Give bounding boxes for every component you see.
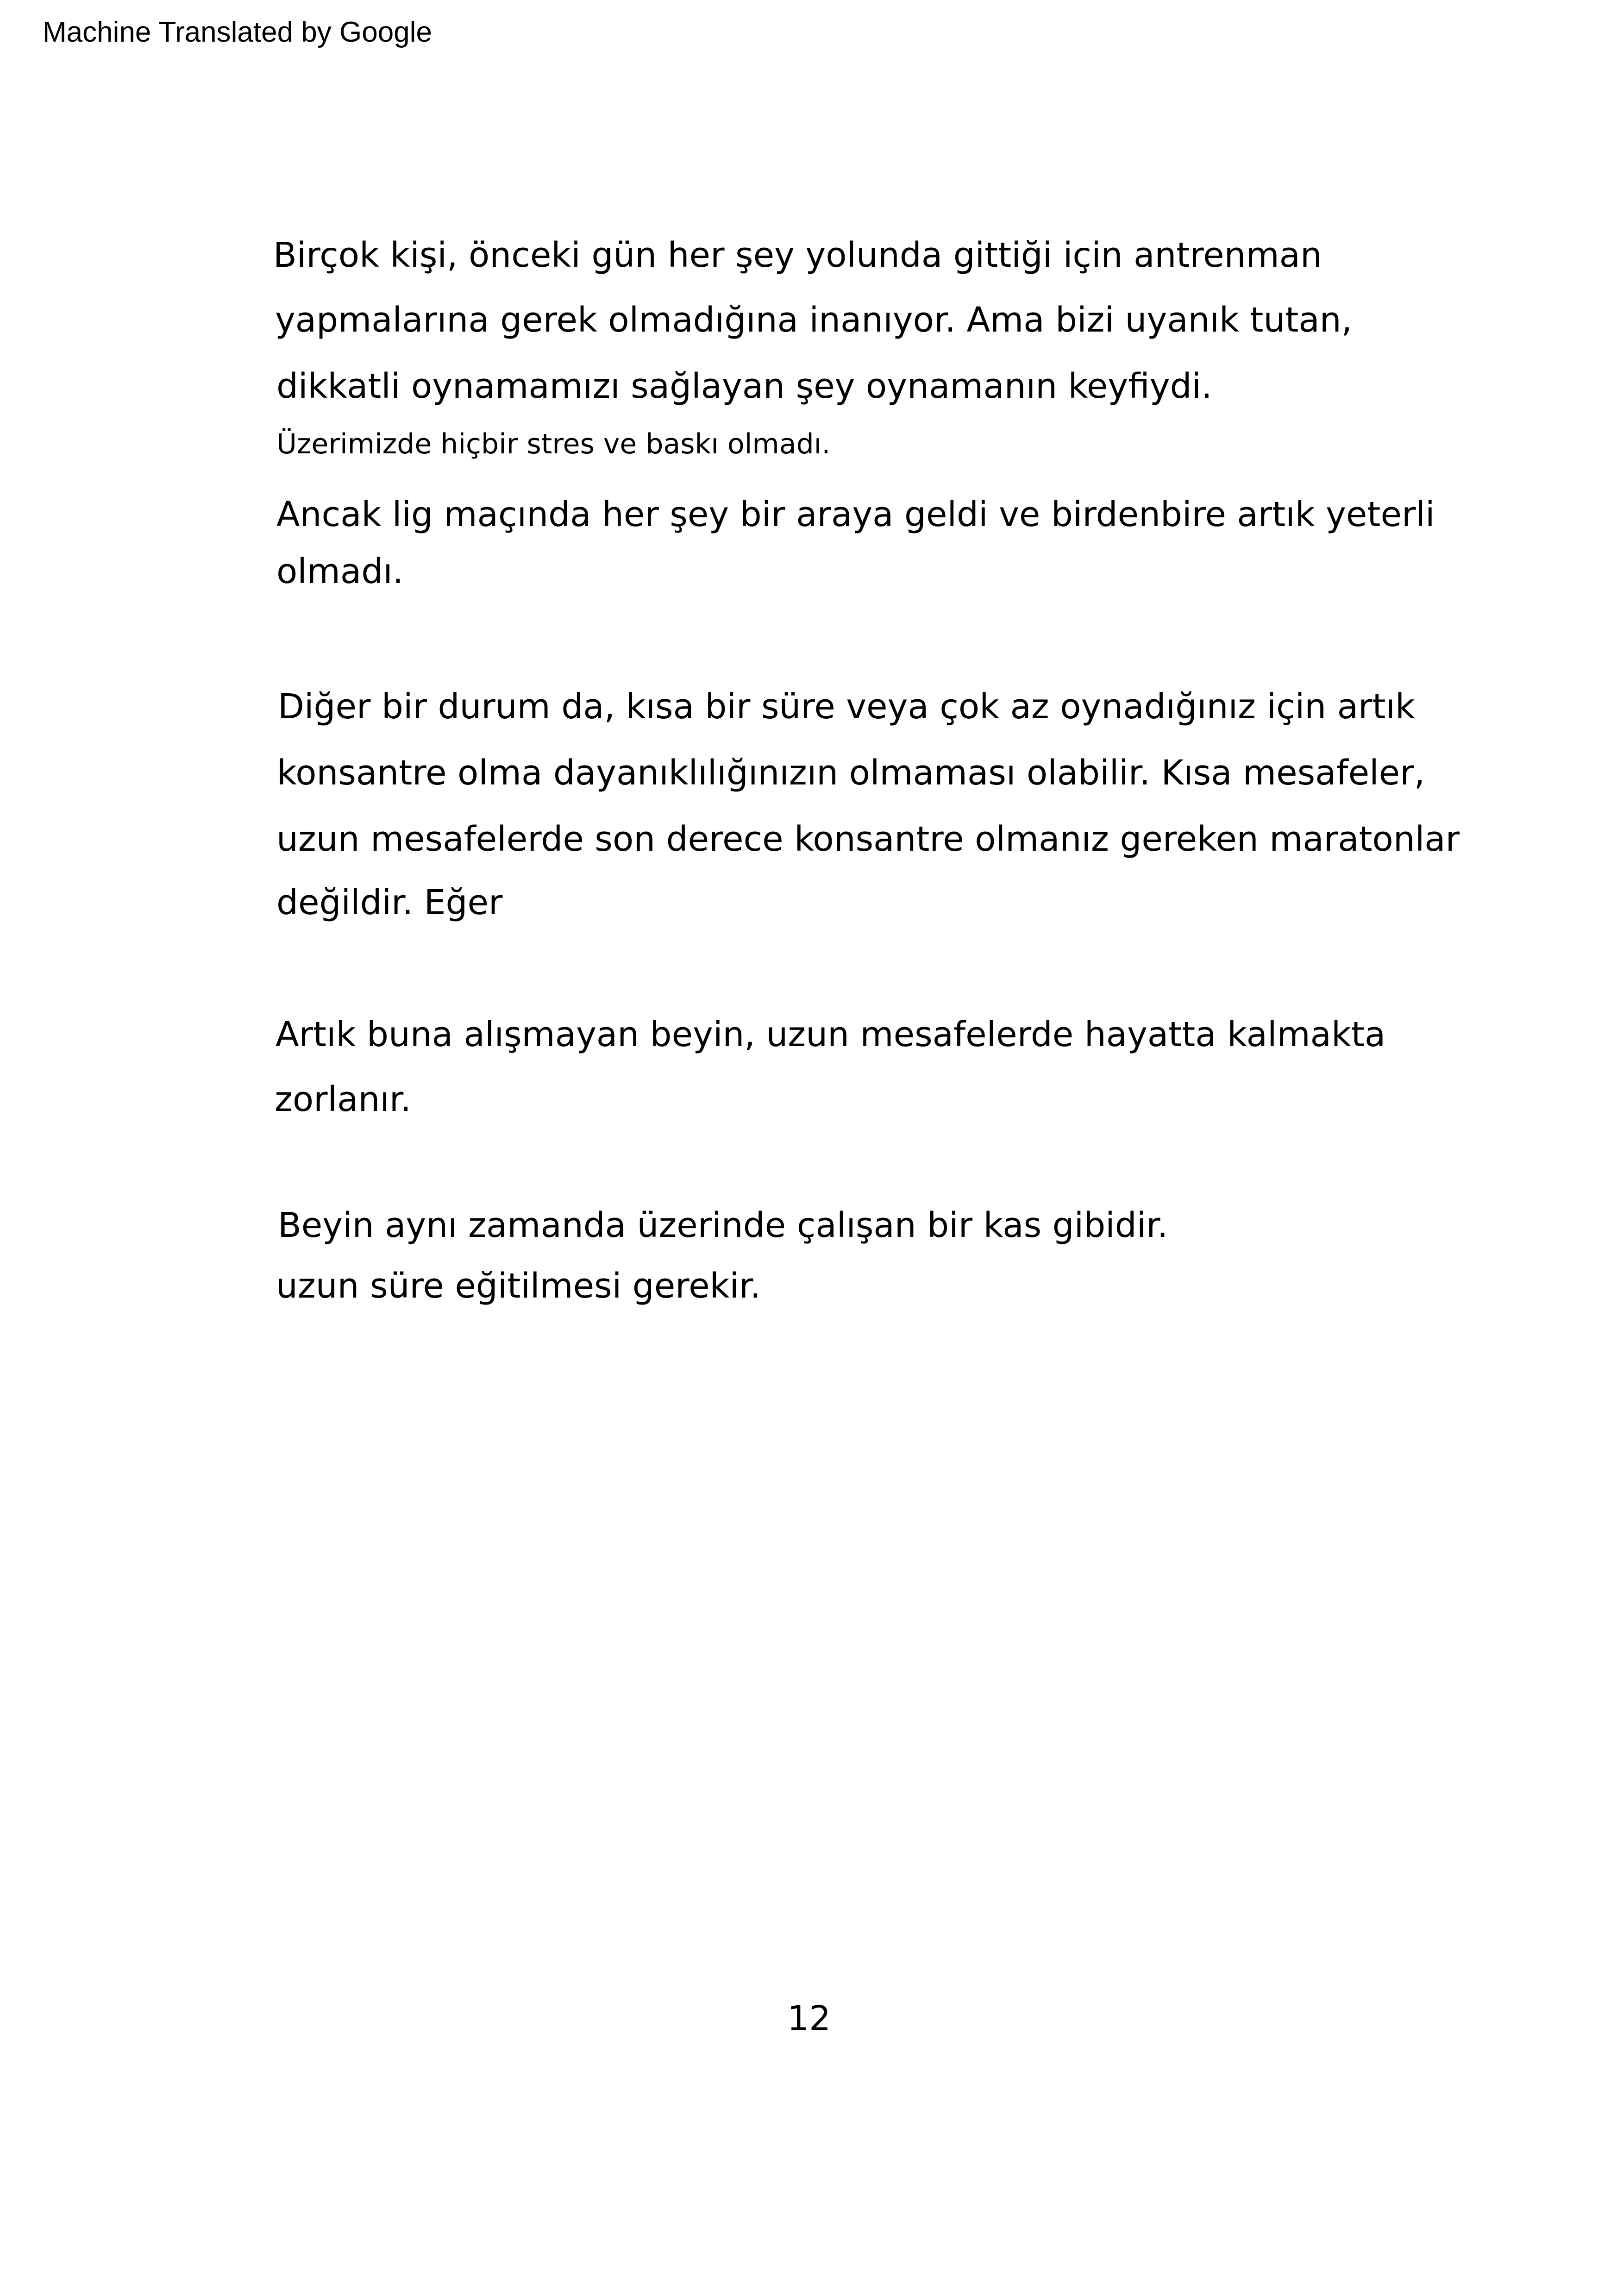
text-line: zorlanır.: [275, 1079, 412, 1119]
text-line: Artık buna alışmayan beyin, uzun mesafelerde hayatta kalmakta: [276, 1015, 1386, 1054]
page-number: 12: [787, 1999, 831, 2039]
text-line: Ancak lig maçında her şey bir araya geldi ve birdenbire artık yeterli: [276, 495, 1435, 534]
text-line: uzun mesafelerde son derece konsantre olmanız gereken maratonlar: [276, 819, 1460, 859]
text-line: Üzerimizde hiçbir stres ve baskı olmadı.: [276, 428, 831, 460]
text-line: olmadı.: [276, 552, 404, 591]
text-line: konsantre olma dayanıklılığınızın olmaması olabilir. Kısa mesafeler,: [277, 753, 1425, 793]
text-line: değildir. Eğer: [276, 883, 503, 922]
text-line: dikkatli oynamamızı sağlayan şey oynamanın keyfiydi.: [276, 366, 1212, 406]
text-line: Birçok kişi, önceki gün her şey yolunda gittiği için antrenman: [273, 235, 1322, 275]
text-line: yapmalarına gerek olmadığına inanıyor. Ama bizi uyanık tutan,: [275, 300, 1353, 340]
text-line: Diğer bir durum da, kısa bir süre veya çok az oynadığınız için artık: [278, 687, 1415, 727]
text-line: Beyin aynı zamanda üzerinde çalışan bir kas gibidir.: [278, 1205, 1168, 1245]
machine-translation-note: Machine Translated by Google: [43, 16, 432, 48]
text-line: uzun süre eğitilmesi gerekir.: [276, 1266, 761, 1306]
